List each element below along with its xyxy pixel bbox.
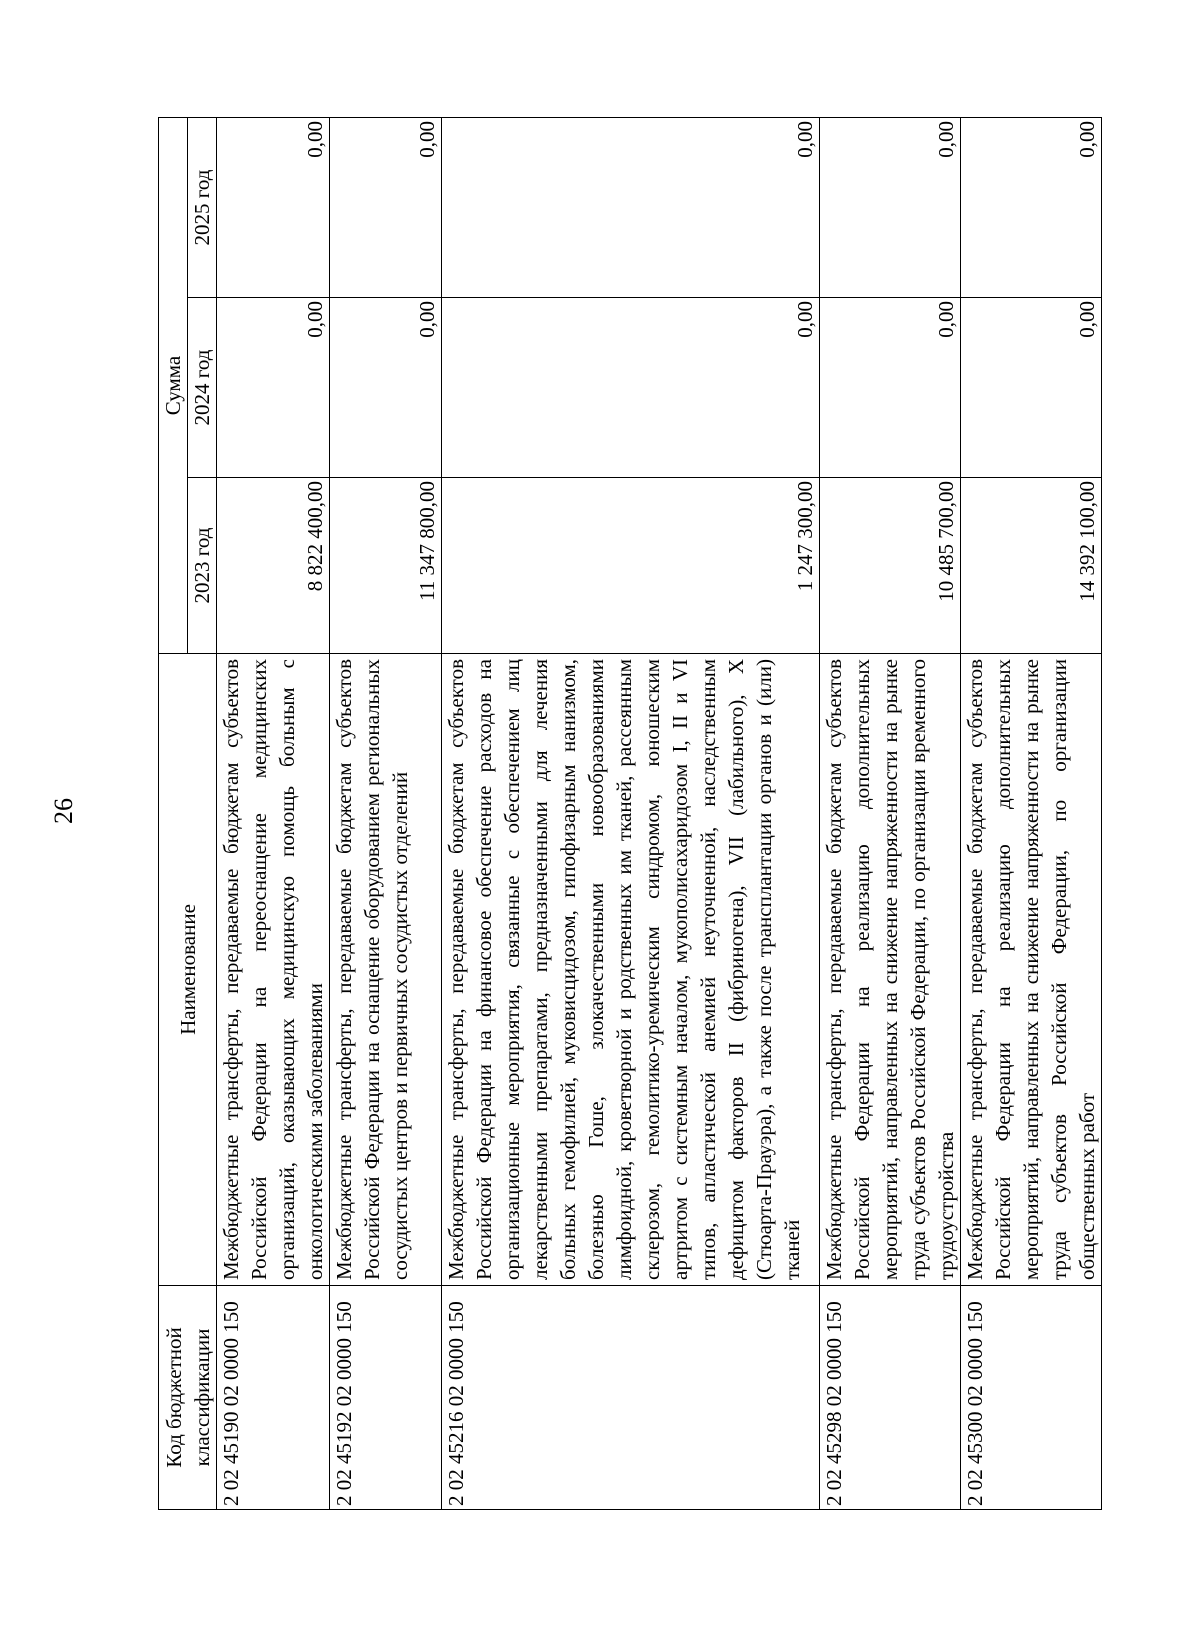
row-sum-2025: 0,00 bbox=[217, 118, 330, 298]
row-name: Межбюджетные трансферты, передаваемые бюджетам субъектов Российской Федерации на реализацию дополнительных мероприятий, направленных на снижение напряженности на рынке труда субъектов Российской Федерации, по организации временного трудоустройства bbox=[820, 654, 961, 1286]
row-name: Межбюджетные трансферты, передаваемые бюджетам субъектов Российской Федерации на реализацию дополнительных мероприятий, направленных на снижение напряженности на рынке труда субъектов Российской Федерации, по организации общественных работ bbox=[961, 654, 1102, 1286]
row-sum-2024: 0,00 bbox=[330, 298, 442, 478]
row-sum-2024: 0,00 bbox=[442, 298, 820, 478]
budget-table bbox=[158, 117, 1102, 1510]
header-year-2023: 2023 год bbox=[188, 478, 217, 654]
header-code: Код бюджетной классификации bbox=[159, 1286, 217, 1510]
row-name: Межбюджетные трансферты, передаваемые бюджетам субъектов Российской Федерации на оснащение оборудованием региональных сосудистых центров и первичных сосудистых отделений bbox=[330, 654, 442, 1286]
row-sum-2023: 1 247 300,00 bbox=[442, 478, 820, 654]
row-code: 2 02 45190 02 0000 150 bbox=[217, 1286, 330, 1510]
row-name: Межбюджетные трансферты, передаваемые бюджетам субъектов Российской Федерации на переоснащение медицинских организаций, оказывающих медицинскую помощь больным с онкологическими заболеваниями bbox=[217, 654, 330, 1286]
row-sum-2024: 0,00 bbox=[961, 298, 1102, 478]
row-code: 2 02 45192 02 0000 150 bbox=[330, 1286, 442, 1510]
header-sum: Сумма bbox=[159, 118, 188, 654]
budget-table-container bbox=[158, 118, 1099, 1510]
row-sum-2025: 0,00 bbox=[820, 118, 961, 298]
table-row bbox=[961, 118, 1102, 1510]
table-row bbox=[330, 118, 442, 1510]
row-sum-2025: 0,00 bbox=[961, 118, 1102, 298]
header-year-2025: 2025 год bbox=[188, 118, 217, 298]
row-sum-2023: 14 392 100,00 bbox=[961, 478, 1102, 654]
row-code: 2 02 45300 02 0000 150 bbox=[961, 1286, 1102, 1510]
row-sum-2025: 0,00 bbox=[442, 118, 820, 298]
row-sum-2025: 0,00 bbox=[330, 118, 442, 298]
row-sum-2024: 0,00 bbox=[217, 298, 330, 478]
row-sum-2023: 11 347 800,00 bbox=[330, 478, 442, 654]
page-number: 26 bbox=[49, 798, 78, 824]
table-row bbox=[820, 118, 961, 1510]
header-year-2024: 2024 год bbox=[188, 298, 217, 478]
row-sum-2023: 8 822 400,00 bbox=[217, 478, 330, 654]
row-code: 2 02 45216 02 0000 150 bbox=[442, 1286, 820, 1510]
header-name: Наименование bbox=[159, 654, 217, 1286]
row-sum-2023: 10 485 700,00 bbox=[820, 478, 961, 654]
row-sum-2024: 0,00 bbox=[820, 298, 961, 478]
table-row bbox=[217, 118, 330, 1510]
table-row bbox=[442, 118, 820, 1510]
row-name: Межбюджетные трансферты, передаваемые бюджетам субъектов Российской Федерации на финансовое обеспечение расходов на организационные мероприятия, связанные с обеспечением лиц лекарственными препаратами, предназначенными для лечения больных гемофилией, муковисцидозом, гипофизарным нанизмом, болезнью Гоше, злокачественными новообразованиями лимфоидной, кроветворной и родственных им тканей, рассеянным склерозом, гемолитико-уремическим синдромом, юношеским артритом с системным началом, мукополисахаридозом I, II и VI типов, апластической анемией неуточненной, наследственным дефицитом факторов II (фибриногена), VII (лабильного), X (Стюарта-Прауэра), а также после трансплантации органов и (или) тканей bbox=[442, 654, 820, 1286]
row-code: 2 02 45298 02 0000 150 bbox=[820, 1286, 961, 1510]
